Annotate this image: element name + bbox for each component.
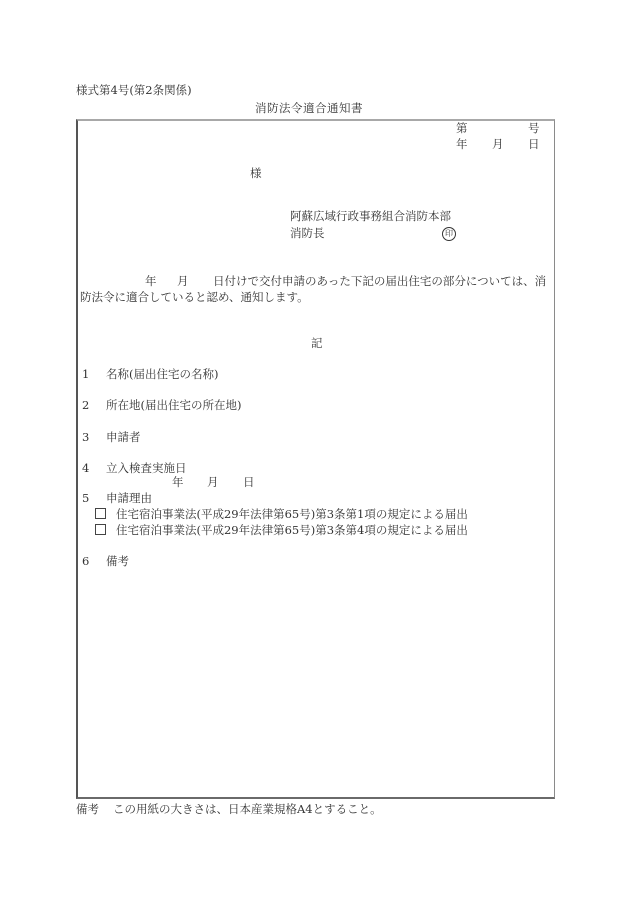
item-applicant: 3 申請者	[82, 430, 141, 444]
reason-option-2[interactable]: 住宅宿泊事業法(平成29年法律第65号)第3条第4項の規定による届出	[95, 523, 468, 537]
body-year: 年	[145, 274, 157, 288]
reason-option-1[interactable]: 住宅宿泊事業法(平成29年法律第65号)第3条第1項の規定による届出	[95, 507, 468, 521]
issue-date-year: 年	[456, 137, 468, 151]
addressee-honorific: 様	[250, 166, 262, 180]
inspection-date-month: 月	[207, 475, 219, 489]
issue-date-month: 月	[492, 137, 504, 151]
document-title: 消防法令適合通知書	[255, 101, 363, 115]
inspection-date-day: 日	[243, 475, 255, 489]
item-name: 1 名称(届出住宅の名称)	[82, 367, 219, 381]
item-remarks: 6 備考	[82, 554, 129, 568]
notice-number-go: 号	[528, 121, 540, 135]
issue-date-day: 日	[528, 137, 540, 151]
inspection-date-year: 年	[172, 475, 184, 489]
notice-number-dai: 第	[456, 121, 468, 135]
form-number: 様式第4号(第2条関係)	[76, 83, 192, 97]
ki-heading: 記	[311, 336, 323, 350]
seal-icon: 印	[442, 227, 456, 241]
item-address: 2 所在地(届出住宅の所在地)	[82, 398, 242, 412]
checkbox-reason-1[interactable]	[95, 508, 106, 519]
item-inspection-date: 4 立入検査実施日	[82, 461, 187, 475]
footer-text: この用紙の大きさは、日本産業規格A4とすること。	[113, 802, 382, 816]
body-line-2: 防法令に適合していると認め、通知します。	[80, 290, 309, 304]
issuer-organization: 阿蘇広域行政事務組合消防本部	[290, 209, 451, 223]
item-reason: 5 申請理由	[82, 491, 152, 505]
footer-label: 備考	[76, 802, 99, 816]
checkbox-reason-2[interactable]	[95, 524, 106, 535]
footer-note	[76, 802, 382, 816]
body-month: 月	[177, 274, 189, 288]
issuer-title: 消防長	[290, 226, 325, 240]
seal-mark	[442, 226, 456, 241]
body-line-1: 日付けで交付申請のあった下記の届出住宅の部分については、消	[213, 274, 547, 288]
